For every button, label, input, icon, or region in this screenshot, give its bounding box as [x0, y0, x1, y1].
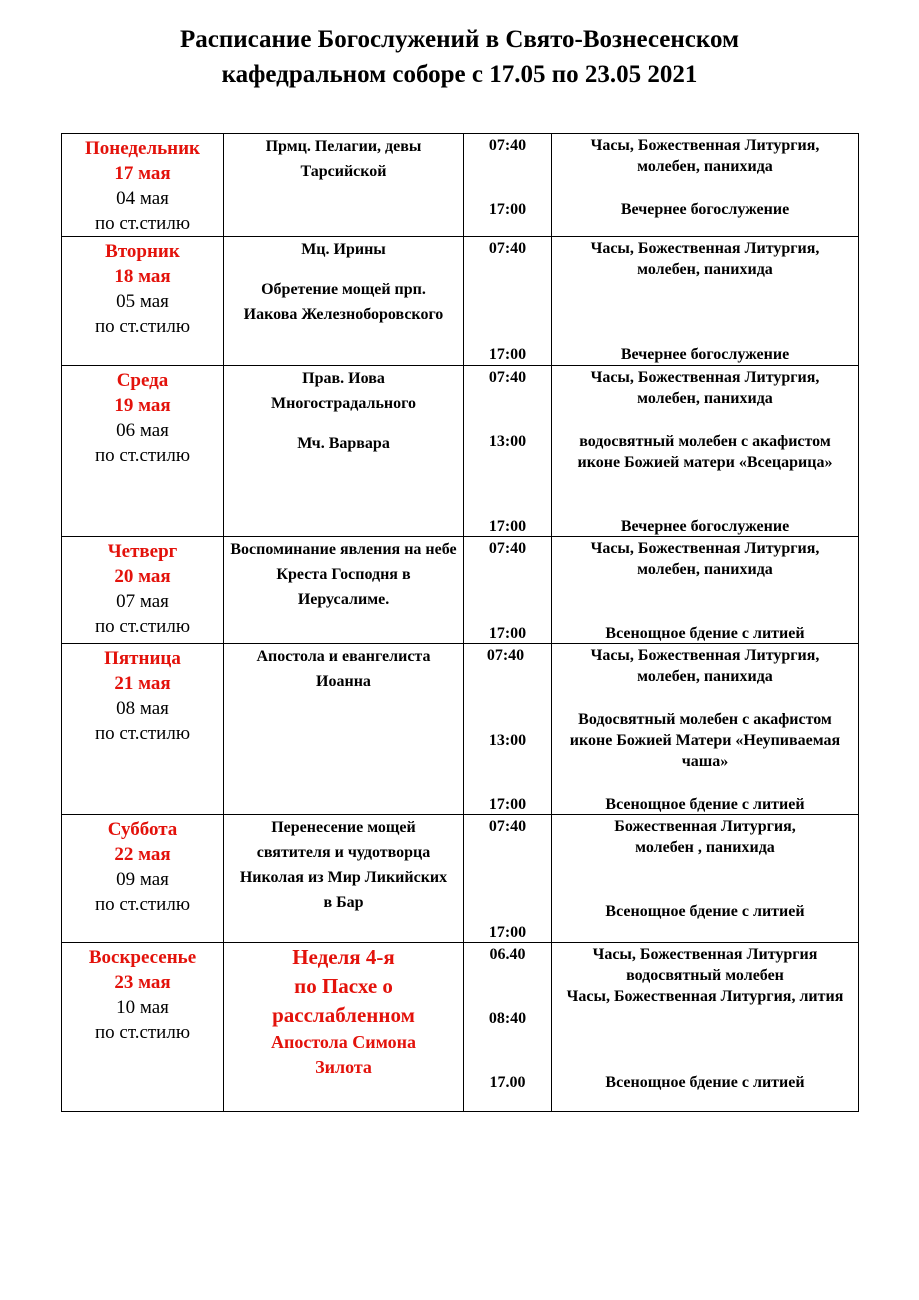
weekday: Воскресенье: [88, 947, 197, 968]
date: 21 мая: [114, 673, 171, 694]
service-text: Часы, Божественная Литургия, лития: [566, 988, 844, 1005]
table-row: [62, 644, 859, 815]
saint-text: Мч. Варвара: [297, 435, 390, 452]
weekday: Суббота: [107, 819, 178, 840]
table-row: [62, 537, 859, 644]
old-style-label: по ст.стилю: [94, 316, 191, 337]
old-date: 04 мая: [116, 188, 169, 209]
table-row: [62, 237, 859, 366]
weekday: Четверг: [107, 541, 178, 562]
service-time: 17:00: [488, 796, 527, 813]
old-date: 05 мая: [116, 291, 169, 312]
service-text: водосвятный молебен с акафистом иконе Божией матери «Всецарица»: [577, 433, 833, 471]
old-style-label: по ст.стилю: [94, 213, 191, 234]
saint-text: Обретение мощей прп. Иакова Железноборовского: [243, 281, 444, 323]
old-date: 08 мая: [116, 698, 169, 719]
service-cell: [552, 644, 859, 815]
old-date: 07 мая: [116, 591, 169, 612]
service-time: 07:40: [486, 647, 525, 664]
service-text: Часы, Божественная Литургия, молебен, панихида: [590, 647, 820, 685]
saints-cell: [224, 644, 464, 815]
day-cell: [62, 537, 224, 644]
service-time: 07:40: [488, 540, 527, 557]
time-cell: [464, 644, 552, 815]
date: 18 мая: [114, 266, 171, 287]
weekday: Вторник: [105, 241, 180, 262]
weekday: Понедельник: [84, 138, 200, 159]
service-text: Водосвятный молебен с акафистом иконе Божией Матери «Неупиваемая чаша»: [569, 711, 841, 770]
day-cell: [62, 366, 224, 537]
old-date: 06 мая: [116, 420, 169, 441]
service-time: 07:40: [488, 240, 527, 257]
title-line-1: Расписание Богослужений в Свято-Вознесенском: [179, 26, 740, 53]
time-cell: [464, 815, 552, 943]
old-style-label: по ст.стилю: [94, 616, 191, 637]
sunday-title-line: Неделя 4-я: [292, 945, 395, 969]
old-style-label: по ст.стилю: [94, 723, 191, 744]
time-cell: [464, 943, 552, 1112]
service-text: Вечернее богослужение: [620, 346, 790, 363]
sunday-title-cell: [224, 943, 464, 1112]
old-date: 09 мая: [116, 869, 169, 890]
service-time: 06.40: [489, 946, 526, 963]
service-cell: [552, 237, 859, 366]
service-text: Часы, Божественная Литургия, молебен, панихида: [590, 369, 820, 407]
service-cell: [552, 815, 859, 943]
time-cell: [464, 237, 552, 366]
service-text: Вечернее богослужение: [620, 201, 790, 218]
service-text: Всенощное бдение с литией: [605, 625, 805, 642]
sunday-title-line: расслабленном: [272, 1003, 415, 1027]
service-time: 17:00: [488, 518, 527, 535]
service-text: Часы, Божественная Литургия, молебен, панихида: [590, 540, 820, 578]
date: 23 мая: [114, 972, 171, 993]
time-cell: [464, 134, 552, 237]
service-text: Часы, Божественная Литургия, молебен, панихида: [590, 240, 820, 278]
day-cell: [62, 815, 224, 943]
old-style-label: по ст.стилю: [94, 445, 191, 466]
service-cell: [552, 537, 859, 644]
day-cell: [62, 644, 224, 815]
old-style-label: по ст.стилю: [94, 894, 191, 915]
saints-cell: [224, 537, 464, 644]
service-text: Вечернее богослужение: [620, 518, 790, 535]
saints-cell: [224, 134, 464, 237]
page-title: [0, 22, 919, 92]
weekday: Среда: [116, 370, 169, 391]
schedule-table: [61, 133, 859, 1112]
service-cell: [552, 134, 859, 237]
saint-text: Прмц. Пелагии, девы Тарсийской: [265, 138, 422, 180]
saint-text: Воспоминание явления на небе Креста Господня в Иерусалиме.: [230, 541, 457, 608]
day-cell: [62, 943, 224, 1112]
saint-text: Перенесение мощей святителя и чудотворца Николая из Мир Ликийских в Бар: [239, 819, 448, 911]
saint-text: Прав. Иова Многострадального: [271, 370, 416, 412]
title-line-2: кафедральном соборе с 17.05 по 23.05 2021: [221, 61, 698, 88]
service-text: Всенощное бдение с литией: [605, 903, 805, 920]
service-time: 07:40: [488, 137, 527, 154]
service-text: Божественная Литургия, молебен , панихида: [614, 818, 796, 856]
service-text: Всенощное бдение с литией: [605, 1074, 805, 1091]
table-row: [62, 815, 859, 943]
saint-text: Апостола и евангелиста Иоанна: [256, 648, 431, 690]
saint-text: Мц. Ирины: [301, 241, 386, 258]
date: 20 мая: [114, 566, 171, 587]
weekday: Пятница: [104, 648, 181, 669]
date: 19 мая: [114, 395, 171, 416]
service-time: 13:00: [488, 732, 527, 749]
old-date: 10 мая: [116, 997, 169, 1018]
old-style-label: по ст.стилю: [94, 1022, 191, 1043]
saints-cell: [224, 815, 464, 943]
service-time: 17.00: [489, 1074, 526, 1091]
service-time: 07:40: [488, 369, 527, 386]
day-cell: [62, 237, 224, 366]
service-time: 17:00: [488, 924, 527, 941]
service-time: 17:00: [488, 201, 527, 218]
service-text: Всенощное бдение с литией: [605, 796, 805, 813]
sunday-title-line: по Пасхе о: [294, 974, 393, 998]
date: 22 мая: [114, 844, 171, 865]
service-text: Часы, Божественная Литургия, молебен, панихида: [590, 137, 820, 175]
saints-cell: [224, 237, 464, 366]
day-cell: [62, 134, 224, 237]
sunday-saint: Апостола Симона Зилота: [270, 1032, 417, 1077]
time-cell: [464, 537, 552, 644]
service-cell: [552, 943, 859, 1112]
service-time: 07:40: [488, 818, 527, 835]
saints-cell: [224, 366, 464, 537]
service-text: Часы, Божественная Литургия водосвятный молебен: [592, 946, 818, 984]
service-cell: [552, 366, 859, 537]
service-time: 13:00: [488, 433, 527, 450]
service-time: 17:00: [488, 346, 527, 363]
date: 17 мая: [114, 163, 171, 184]
table-row: [62, 366, 859, 537]
time-cell: [464, 366, 552, 537]
service-time: 08:40: [488, 1010, 527, 1027]
table-row: [62, 943, 859, 1112]
service-time: 17:00: [488, 625, 527, 642]
table-row: [62, 134, 859, 237]
